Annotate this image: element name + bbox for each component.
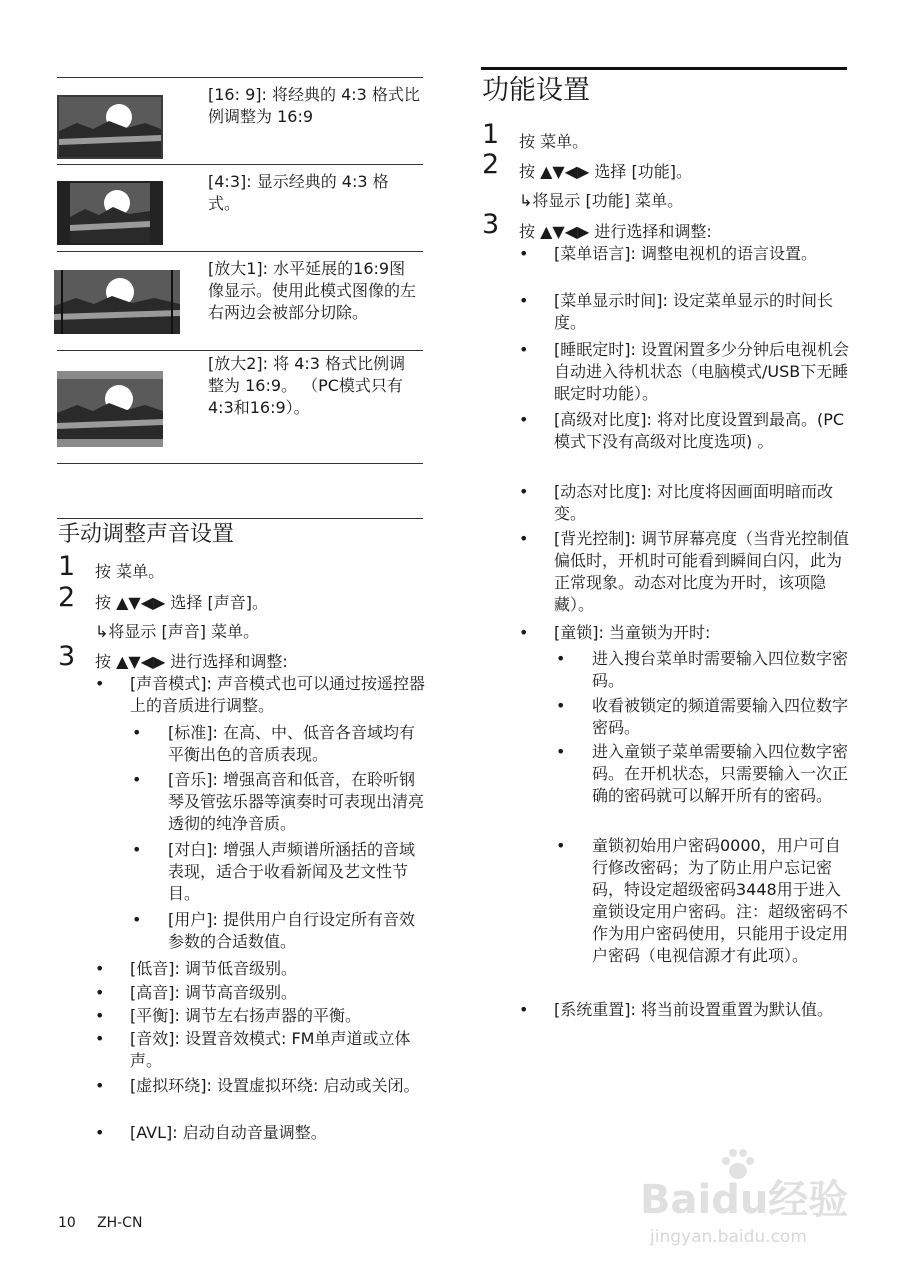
bullet: • [519,291,529,310]
bullet: • [556,649,566,668]
sound-bass-item: • [低音]: 调节低音级别。 [95,959,297,978]
function-step-1-number: 1 [482,119,500,150]
sound-step-1-number: 1 [58,551,76,582]
bullet: • [519,529,529,548]
bullet: • [132,723,142,742]
bullet: • [519,244,529,263]
page-number: 10 [58,1215,76,1231]
sound-virtual-surround-item: • [虚拟环绕]: 设置虚拟环绕: 启动或关闭。 [95,1076,420,1095]
sound-step-2-text: 按 ▲▼◀▶ 选择 [声音]。 [95,593,268,612]
aspect-zoom1-text: [放大1]: 水平延展的16:9图像显示。使用此模式图像的左右两边会被部分切除。 [208,259,417,322]
bullet: • [556,696,566,715]
function-section-title: 功能设置 [482,75,590,106]
bullet: • [95,1006,105,1025]
sound-step-3-text: 按 ▲▼◀▶ 进行选择和调整: [95,652,288,671]
function-step-1-text: 按 菜单。 [519,132,589,151]
bullet: • [95,1076,105,1095]
childlock-search-menu: • 进入搜台菜单时需要输入四位数字密码。 [556,649,849,690]
sound-step-2-result: ↳将显示 [声音] 菜单。 [95,622,260,641]
function-dynamic-contrast: • [动态对比度]: 对比度将因画面明暗而改变。 [519,482,833,523]
sound-section-title: 手动调整声音设置 [58,522,235,547]
function-step-3-number: 3 [482,209,500,240]
childlock-default-password: • 童锁初始用户密码0000，用户可自行修改密码；为了防止用户忘记密码，特设定超级密码3448用于进入童锁设定用户密码。注：超级密码不作为用户密码使用，只能用于设定用户密码（电视信源才有此项）。 [556,836,849,965]
sound-step-1-text: 按 菜单。 [95,562,165,581]
bullet: • [95,983,105,1002]
bullet: • [519,482,529,501]
bullet: • [519,1000,529,1019]
bullet: • [519,340,529,359]
bullet: • [95,1123,105,1142]
function-step-2-result: ↳将显示 [功能] 菜单。 [519,191,684,210]
bullet: • [132,840,142,859]
sound-step-3-number: 3 [58,641,76,672]
sound-section-rule [57,518,423,519]
function-section-rule [481,67,847,70]
sound-mode-item: • [声音模式]: 声音模式也可以通过按遥控器上的音质进行调整。 [95,674,425,715]
aspect-row-16-9 [57,77,423,164]
bullet: • [132,770,142,789]
sound-mode-music: • [音乐]: 增强高音和低音，在聆听钢琴及管弦乐器等演奏时可表现出清亮透彻的纯净音质。 [132,770,425,833]
sound-mode-dialogue: • [对白]: 增强人声频谱所涵括的音域表现，适合于收看新闻及艺文性节目。 [132,840,415,903]
childlock-locked-channel: • 收看被锁定的频道需要输入四位数字密码。 [556,696,849,737]
baidu-watermark [640,1165,890,1265]
function-advanced-contrast: • [高级对比度]: 将对比度设置到最高。(PC模式下没有高级对比度选项) 。 [519,410,845,451]
function-sleep-timer: • [睡眠定时]: 设置闲置多少分钟后电视机会自动进入待机状态（电脑模式/USB下无睡眠定时功能）。 [519,340,849,403]
bullet: • [95,674,105,693]
sound-treble-item: • [高音]: 调节高音级别。 [95,983,297,1002]
function-childlock: • [童锁]: 当童锁为开时: [519,623,711,642]
function-menu-display-time: • [菜单显示时间]: 设定菜单显示的时间长度。 [519,291,833,332]
bullet: • [556,836,566,855]
picture-format-16-9-illustration [57,95,163,159]
sound-mode-standard: • [标准]: 在高、中、低音各音域均有平衡出色的音质表现。 [132,723,415,764]
function-step-2-number: 2 [482,149,500,180]
childlock-submenu: • 进入童锁子菜单需要输入四位数字密码。在开机状态，只需要输入一次正确的密码就可以解开所有的密码。 [556,742,849,805]
function-backlight: • [背光控制]: 调节屏幕亮度（当背光控制值偏低时，开机时可能看到瞬间白闪，此为正常现象。动态对比度为开时，该项隐藏）。 [519,529,849,614]
bullet: • [519,410,529,429]
sound-step-2-number: 2 [58,582,76,613]
picture-format-zoom1-illustration [54,270,180,334]
bullet: • [519,623,529,642]
watermark-url: jingyan.baidu.com [650,1227,807,1247]
picture-format-4-3-illustration [57,181,163,245]
sound-avl-item: • [AVL]: 启动自动音量调整。 [95,1123,327,1142]
aspect-row-zoom1 [57,251,423,350]
bullet: • [95,1029,105,1048]
language-code: ZH-CN [97,1215,143,1231]
aspect-4-3-text: [4:3]: 显示经典的 4:3 格式。 [208,172,389,213]
aspect-zoom2-text: [放大2]: 将 4:3 格式比例调整为 16:9。 （PC模式只有4:3和16:9）。 [208,354,406,417]
function-system-reset: • [系统重置]: 将当前设置重置为默认值。 [519,1000,833,1019]
function-step-3-text: 按 ▲▼◀▶ 进行选择和调整: [519,222,712,241]
watermark-brand: Baidu经验 [640,1177,849,1223]
aspect-ratio-table [57,77,423,464]
sound-effect-item: • [音效]: 设置音效模式: FM单声道或立体声。 [95,1029,411,1070]
function-menu-language: • [菜单语言]: 调整电视机的语言设置。 [519,244,817,263]
function-step-2-text: 按 ▲▼◀▶ 选择 [功能]。 [519,162,692,181]
sound-balance-item: • [平衡]: 调节左右扬声器的平衡。 [95,1006,361,1025]
bullet: • [132,910,142,929]
aspect-16-9-text: [16: 9]: 将经典的 4:3 格式比例调整为 16:9 [208,85,420,126]
picture-format-zoom2-illustration [57,371,163,447]
aspect-row-zoom2 [57,350,423,464]
bullet: • [95,959,105,978]
sound-mode-user: • [用户]: 提供用户自行设定所有音效参数的合适数值。 [132,910,415,951]
aspect-row-4-3 [57,164,423,251]
bullet: • [556,742,566,761]
